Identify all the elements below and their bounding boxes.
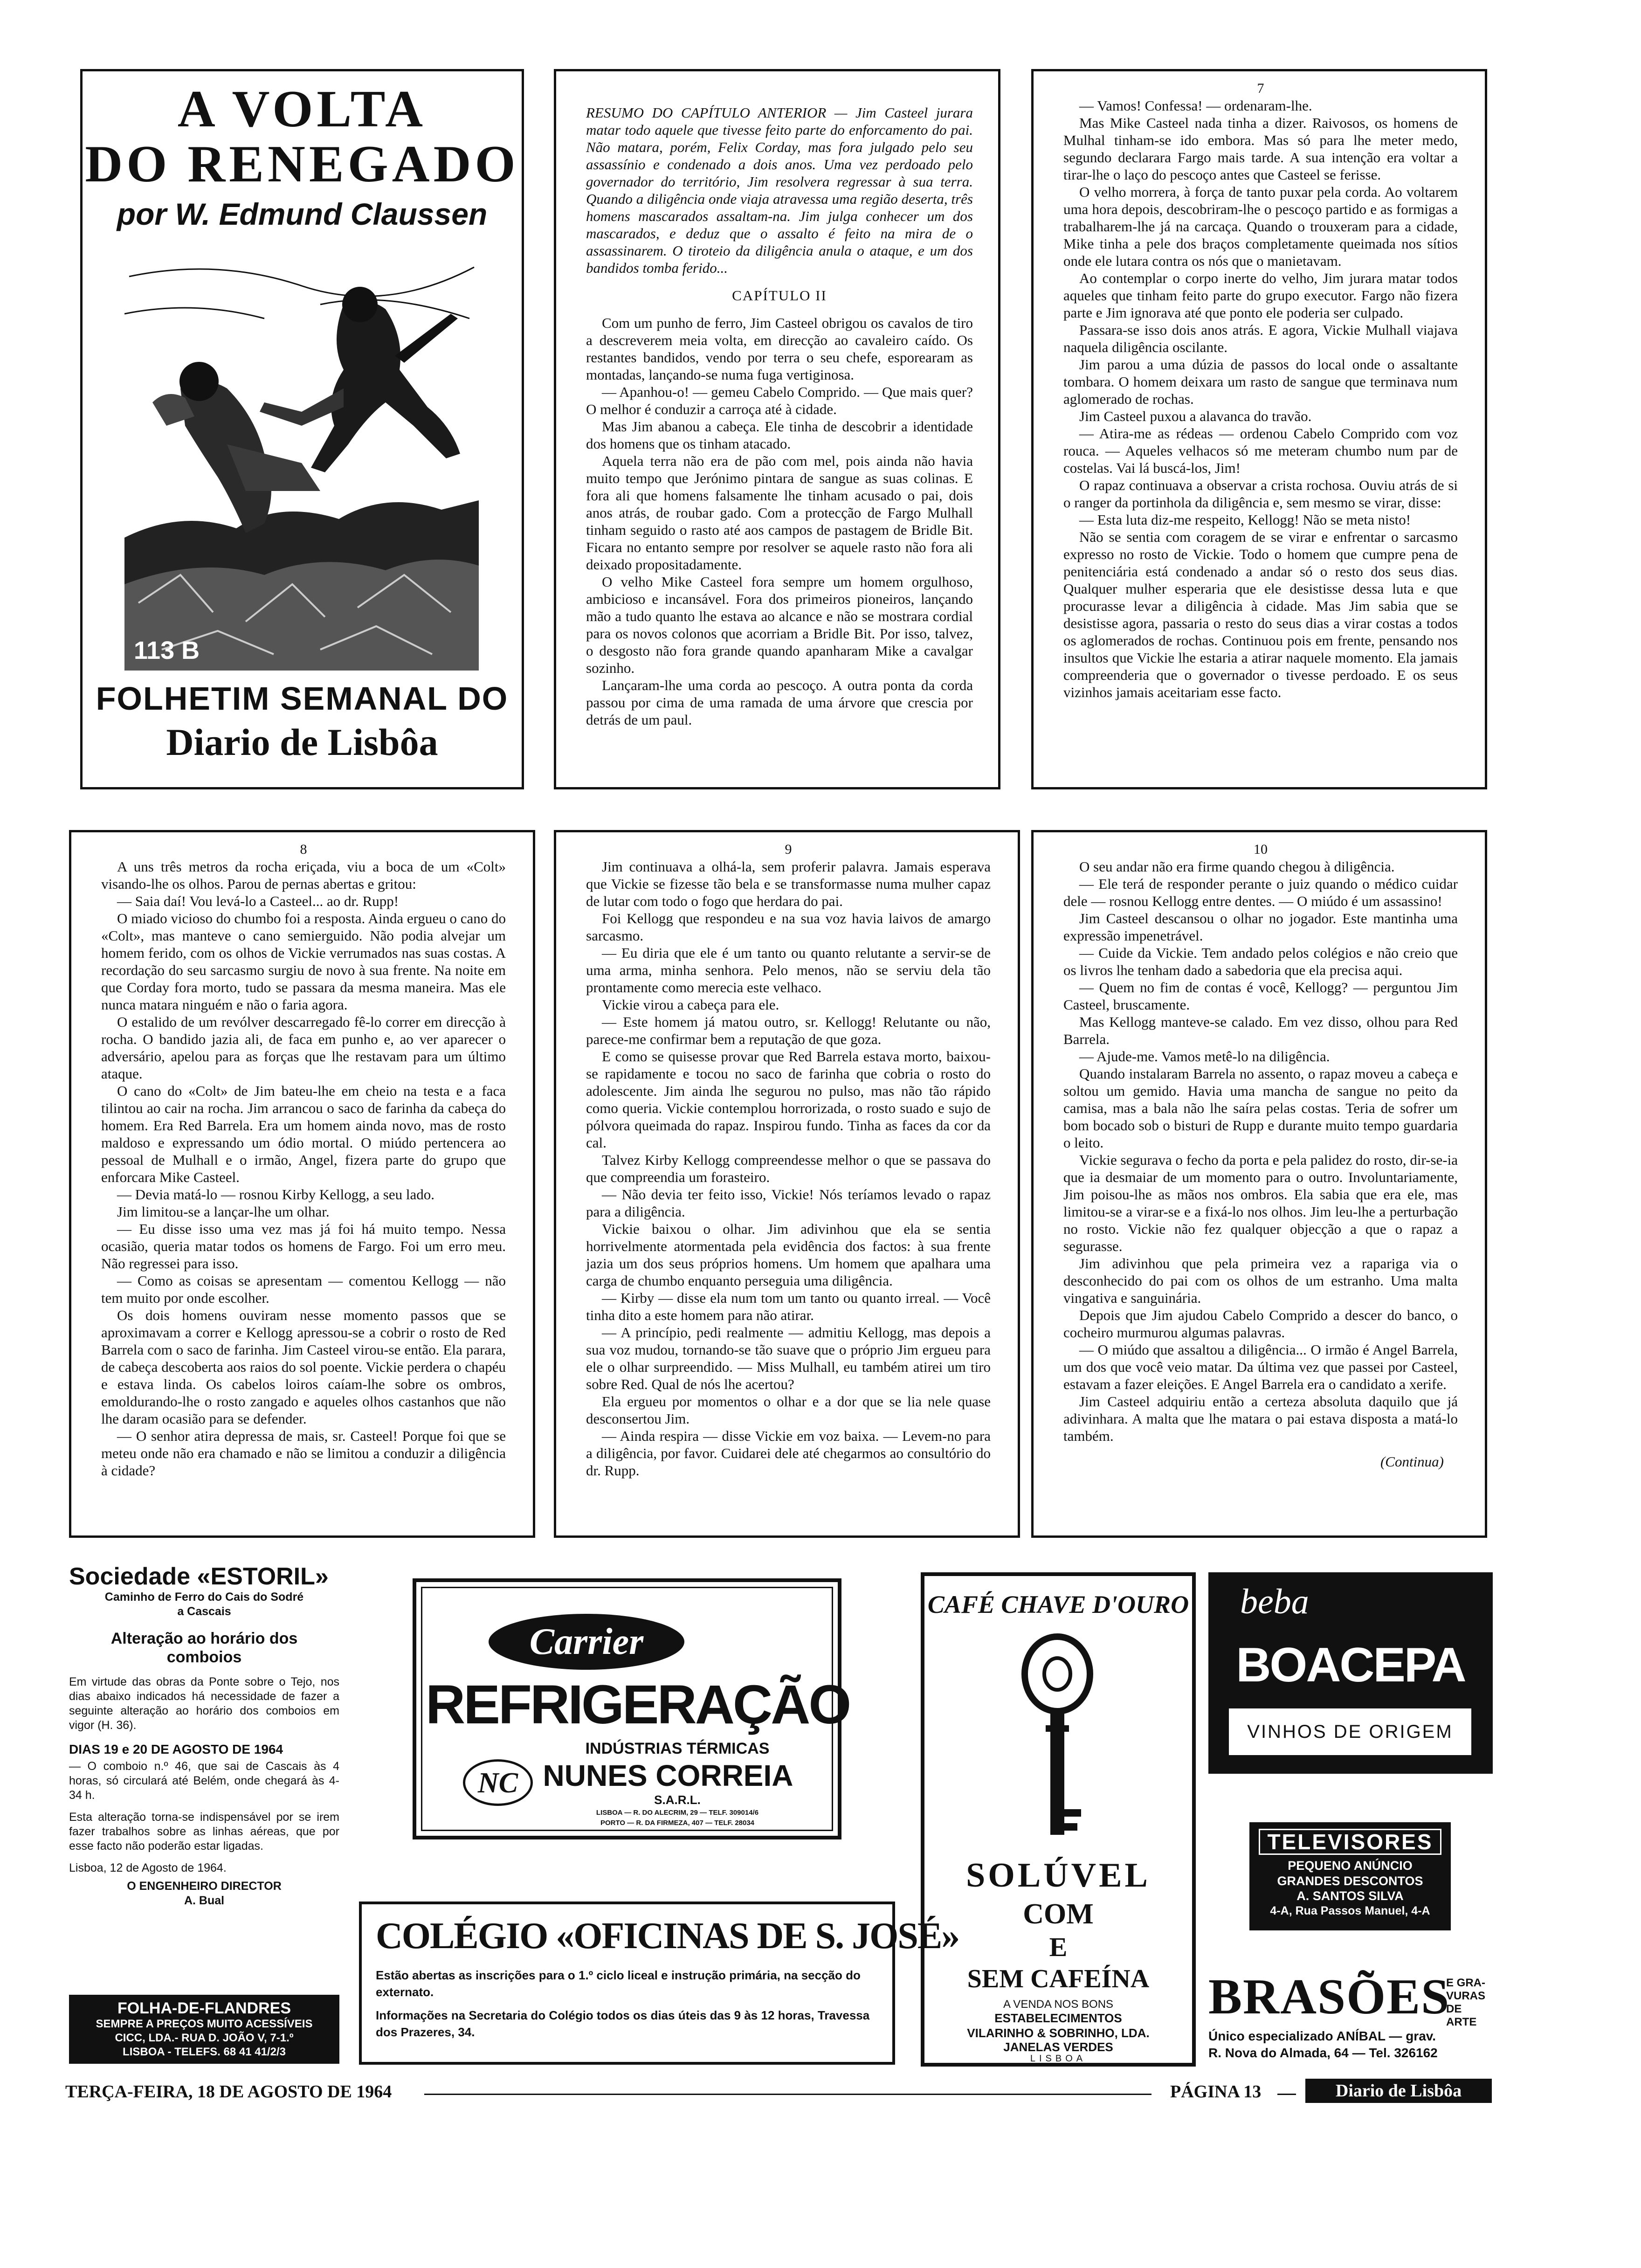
page-number: 9: [785, 842, 792, 857]
boacepa-subtitle-box: [1229, 1708, 1471, 1755]
paragraph: Mas Mike Casteel nada tinha a dizer. Raivosos, os homens de Mulhal tinham-se ido embora. Mas só para lhe meter medo, segundo declarara Fargo mais tarde. A sua intenção era voltar a tirar-lhe o laço do pescoço antes que Casteel se ferisse.: [1063, 115, 1458, 183]
paragraph: Mas Kellogg manteve-se calado. Em vez disso, olhou para Red Barrela.: [1063, 1014, 1458, 1047]
serial-illustration: [124, 249, 479, 671]
paragraph: Foi Kellogg que respondeu e na sua voz havia laivos de amargo sarcasmo.: [586, 910, 991, 944]
estoril-date: Lisboa, 12 de Agosto de 1964.: [69, 1861, 227, 1874]
televisores-line-4: A. SANTOS SILVA: [1296, 1889, 1404, 1903]
serial-title-panel: [80, 69, 524, 789]
carrier-company: NUNES CORREIA: [543, 1759, 793, 1792]
nc-logo: [463, 1759, 533, 1806]
paragraph: Não se sentia com coragem de se virar e enfrentar o sarcasmo expresso no rosto de Vickie. Todo o homem que cumpre pena de penitenciária está condenado a andar só o resto dos seus dias. Qualquer mulher esperaria que ele desistisse dessa luta e que procurasse levar a diligência à cidade. Mas Jim sabia que se desistisse agora, passaria o resto do seus dias a virar costas a todos os aglomerados de rochas. Continuou pois em frente, pensando nos insultos que Vickie lhe estaria a atirar naquele momento. Ela jamais compreenderia que o governador o tivesse perdoado. E os seus vizinhos jamais aceitariam esse facto.: [1063, 529, 1458, 700]
chapter-summary: RESUMO DO CAPÍTULO ANTERIOR — Jim Casteel jurara matar todo aquele que tivesse feito parte do enforcamento do pai. Não matara, porém, Felix Corday, mas fora julgado pelo seu assassínio e condenado a dois anos. Uma vez perdoado pelo governador do território, Jim resolvera regressar à sua terra. Quando a diligência onde viaja atravessa uma região deserta, três homens mascarados assaltam-na. Jim julga conhecer um dos mascarados, e deduz que o assalto é feito na mira de o assassinarem. O tiroteio da diligência anula o ataque, e um dos bandidos tomba ferido...: [586, 104, 973, 276]
nc-logo-text: NC: [477, 1767, 518, 1799]
carrier-brand: Carrier: [529, 1621, 644, 1662]
estoril-note: Esta alteração torna-se indispensável por se irem fazer trabalhos sobre as linhas aéreas, que por esse facto não poderão estar ligadas.: [69, 1811, 339, 1853]
story-column-2: [554, 69, 1000, 789]
western-fight-illustration: [124, 249, 479, 671]
brasoes-side-1: E GRA-: [1446, 1977, 1485, 1989]
televisores-ad: [1249, 1822, 1451, 1930]
cafe-soluvel: SOLÚVEL: [966, 1856, 1151, 1895]
paragraph: — Eu disse isso uma vez mas já foi há muito tempo. Nessa ocasião, queria matar todos os homens de Fargo. Foi um erro meu. Não regressei para isso.: [101, 1221, 506, 1272]
carrier-company-type: S.A.R.L.: [654, 1793, 701, 1807]
boacepa-beba: beba: [1240, 1582, 1309, 1621]
chapter-heading: CAPÍTULO II: [732, 287, 827, 304]
paragraph: — Atira-me as rédeas — ordenou Cabelo Comprido com voz rouca. — Aqueles velhacos só me meteram chumbo num par de costelas. Vai lá buscá-los, Jim!: [1063, 425, 1458, 476]
paragraph: — Quem no fim de contas é você, Kellogg? — perguntou Jim Casteel, bruscamente.: [1063, 979, 1458, 1013]
estoril-notice: [69, 1563, 339, 1931]
continued-note: (Continua): [1380, 1453, 1444, 1470]
paragraph: O cano do «Colt» de Jim bateu-lhe em cheio na testa e a faca tilintou ao cair na rocha. Jim arrancou o saco de farinha da cabeça do homem. Era Red Barrela. Era um homem ainda novo, mas de rosto maldoso e expressando um ódio mortal. O miúdo pertencera ao pessoal de Mulhall e o irmão, Angel, fizera parte do grupo que enforcara Mike Casteel.: [101, 1083, 506, 1185]
serial-author: por W. Edmund Claussen: [117, 197, 488, 231]
paragraph: — Ajude-me. Vamos metê-lo na diligência.: [1079, 1048, 1330, 1065]
cafe-venda: A VENDA NOS BONS: [1003, 1998, 1114, 2011]
colegio-title: COLÉGIO «OFICINAS DE S. JOSÉ»: [376, 1915, 959, 1957]
page-footer: [65, 2079, 1493, 2107]
key-illustration: [1018, 1632, 1097, 1851]
page-number: 10: [1254, 842, 1268, 857]
colegio-line-2: Informações na Secretaria do Colégio todos os dias úteis das 9 às 12 horas, Travessa dos Prazeres, 34.: [376, 2008, 870, 2039]
paragraph: O rapaz continuava a observar a crista rochosa. Ouviu atrás de si o ranger da portinhola da diligência e, sem mesmo se virar, disse:: [1063, 477, 1458, 511]
story-column-5: [554, 830, 1020, 1538]
estoril-body: Em virtude das obras da Ponte sobre o Tejo, nos dias abaixo indicados há necessidade de fazer a seguinte alteração ao horário dos comboios em vigor (H. 36).: [69, 1675, 339, 1732]
estoril-item: — O comboio n.º 46, que sai de Cascais às 4 horas, só circulará até Belém, onde chegará às 4-34 h.: [69, 1760, 339, 1802]
paragraph: A uns três metros da rocha eriçada, viu a boca de um «Colt» visando-lhe os olhos. Parou de pernas abertas e gritou:: [101, 858, 506, 892]
paragraph: Talvez Kirby Kellogg compreendesse melhor o que se passava do que compreendia um forasteiro.: [586, 1152, 991, 1185]
brasoes-ad: [1208, 1970, 1493, 2063]
paragraph: Vickie segurava o fecho da porta e pela palidez do rosto, dir-se-ia que ia desmaiar de um momento para o outro. Involuntariamente, Jim poisou-lhe as mãos nos ombros. Ela sabia que era ele, mas limitou-se a virar-se e a fixá-lo nos olhos. Jim leu-lhe a perturbação no rosto. Vickie não fez qualquer objecção a que o rapaz a segurasse.: [1063, 1152, 1458, 1254]
footer-rule-left: [424, 2094, 1151, 2095]
carrier-headline: REFRIGERAÇÃO: [426, 1674, 850, 1736]
paragraph: O velho morrera, à força de tanto puxar pela corda. Ao voltarem uma hora depois, descobriram-lhe o pescoço partido e as formigas a trabalharem-lhe já na carcaça. Quando o trouxeram para a cidade, Mike tinha a pele dos braços completamente queimada nos sítios onde ele lutara contra os nós que o manietavam.: [1063, 184, 1458, 269]
estoril-signatory: O ENGENHEIRO DIRECTOR: [127, 1880, 282, 1893]
paragraph: Depois que Jim ajudou Cabelo Comprido a descer do banco, o cocheiro murmurou algumas palavras.: [1063, 1307, 1458, 1341]
estoril-signatory-name: A. Bual: [184, 1894, 225, 1907]
paragraph: — Saia daí! Vou levá-lo a Casteel... ao dr. Rupp!: [117, 893, 399, 909]
footer-date: TERÇA-FEIRA, 18 DE AGOSTO DE 1964: [65, 2082, 392, 2102]
paragraph: Mas Jim abanou a cabeça. Ele tinha de descobrir a identidade dos homens que os tinham atacado.: [586, 418, 973, 452]
paragraph: Jim adivinhou que pela primeira vez a rapariga via o desconhecido do pai com os olhos de um estranho. Uma malta vingativa e sanguinária.: [1063, 1255, 1458, 1306]
story-column-4: [69, 830, 535, 1538]
paragraph: Passara-se isso dois anos atrás. E agora, Vickie Mulhall viajava naquela diligência oscilante.: [1063, 322, 1458, 355]
carrier-ad: [413, 1578, 850, 1839]
boacepa-brand: BOACEPA: [1236, 1638, 1465, 1692]
footer-masthead: Diario de Lisbôa: [1305, 2079, 1492, 2103]
cafe-sem-cafeina: SEM CAFEÍNA: [967, 1964, 1150, 1993]
paragraph: — Ainda respira — disse Vickie em voz baixa. — Levem-no para a diligência, por favor. Cuidarei dele até chegarmos ao consultório do dr. Rupp.: [586, 1428, 991, 1479]
brasoes-line-2: R. Nova do Almada, 64 — Tel. 326162: [1208, 2046, 1438, 2060]
brasoes-side-2: VURAS: [1446, 1990, 1486, 2002]
paragraph: Aquela terra não era de pão com mel, pois ainda não havia muito tempo que Jerónimo pintara de sangue as suas colinas. E fora ali que homens falsamente lhe tinham acusado o pai, dois anos atrás, de roubar gado. Com a protecção de Fargo Mulhall tinham seguido o rasto até aos campos de pastagem de Bridle Bit. Ficara no entanto sempre por resolver se aquele rasto não fora ali deixado propositadamente.: [586, 453, 973, 573]
carrier-subtitle: INDÚSTRIAS TÉRMICAS: [585, 1740, 770, 1757]
televisores-line-2: PEQUENO ANÚNCIO: [1288, 1859, 1413, 1873]
carrier-logo: [489, 1614, 684, 1670]
paragraph: O miado vicioso do chumbo foi a resposta. Ainda ergueu o cano do «Colt», mas manteve o cano semierguido. Não podia alvejar um homem ferido, com os olhos de Vickie verrumados nas suas costas. A recordação do seu sarcasmo surgiu de novo à sua frente. Na noite em que Corday fora morto, tudo se passara da mesma maneira. Mas ele nunca matara ninguém e não o faria agora.: [101, 910, 506, 1013]
paragraph: Ela ergueu por momentos o olhar e a dor que se lia nele quase desconsertou Jim.: [586, 1393, 991, 1427]
cafe-com: COM: [1023, 1898, 1094, 1930]
televisores-title: TELEVISORES: [1259, 1829, 1441, 1855]
illustration-signature: 113 B: [134, 636, 200, 664]
paragraph: Vickie virou a cabeça para ele.: [602, 996, 779, 1013]
paragraph: O estalido de um revólver descarregado fê-lo correr em direcção à rocha. O bandido jazia ali, de faca em punho e, ao ver aparecer o adversário, apelou para as forças que lhe restavam para um último ataque.: [101, 1014, 506, 1082]
paragraph: Com um punho de ferro, Jim Casteel obrigou os cavalos de tiro a descreverem meia volta, em direcção ao cavaleiro caído. Os restantes bandidos, vendo por terra o seu chefe, esporearam as montadas, lançando-se numa fuga vertiginosa.: [586, 315, 973, 383]
brasoes-title: BRASÕES: [1208, 1969, 1450, 2025]
feuilleton-label: FOLHETIM SEMANAL DO: [96, 680, 509, 717]
boacepa-subtitle: VINHOS DE ORIGEM: [1247, 1722, 1453, 1742]
carrier-address-porto: PORTO — R. DA FIRMEZA, 407 — TELF. 28034: [600, 1819, 755, 1827]
estoril-days: DIAS 19 e 20 DE AGOSTO DE 1964: [69, 1742, 283, 1756]
paragraph: Jim continuava a olhá-la, sem proferir palavra. Jamais esperava que Vickie se fizesse tão bela e se transformasse numa mulher capaz de lutar com todo o fogo que herdara do pai.: [586, 858, 991, 909]
paragraph: — Como as coisas se apresentam — comentou Kellogg — não tem muito por onde escolher.: [101, 1272, 506, 1306]
paragraph: Ao contemplar o corpo inerte do velho, Jim jurara matar todos aqueles que tinham feito parte do grupo executor. Fargo não fizera parte e Jim ignorava até que ponto ele poderia ser culpado.: [1063, 270, 1458, 321]
paragraph: Jim Casteel puxou a alavanca do travão.: [1079, 408, 1312, 424]
cafe-company: VILARINHO & SOBRINHO, LDA.: [967, 2026, 1150, 2040]
key-icon: [1018, 1632, 1097, 1851]
story-column-3: [1031, 69, 1487, 789]
boacepa-ad: [1208, 1572, 1493, 1774]
flandres-address: CICC, LDA.- RUA D. JOÃO V, 7-1.º: [115, 2032, 294, 2044]
cafe-chave-ad: [921, 1572, 1196, 2067]
flandres-line: SEMPRE A PREÇOS MUITO ACESSÍVEIS: [96, 2018, 313, 2030]
paragraph: — O senhor atira depressa de mais, sr. Casteel! Porque foi que se meteu onde não era chamado e não se limitou a conduzir a diligência à cidade?: [101, 1428, 506, 1479]
brasoes-line-1: Único especializado ANÍBAL — grav.: [1208, 2029, 1436, 2043]
paragraph: — Ele terá de responder perante o juiz quando o médico cuidar dele — rosnou Kellogg entre dentes. — O miúdo é um assassino!: [1063, 876, 1458, 909]
paragraph: Jim Casteel adquiriu então a certeza absoluta daquilo que já adivinhara. A malta que lhe matara o pai estava disposta a matá-lo também.: [1063, 1393, 1458, 1444]
paragraph: — A princípio, pedi realmente — admitiu Kellogg, mas depois a sua voz mudou, tornando-se tão suave que o próprio Jim ergueu para ele o olhar surpreendido. — Miss Mulhall, eu também atirei um tiro sobre Red. Qual de nós lhe acertou?: [586, 1324, 991, 1392]
paragraph: Jim parou a uma dúzia de passos do local onde o assaltante tombara. O homem deixara um rasto de sangue que terminava num aglomerado de rochas.: [1063, 356, 1458, 407]
newspaper-masthead: Diario de Lisbôa: [166, 721, 438, 763]
footer-page-number: PÁGINA 13: [1170, 2082, 1262, 2102]
paragraph: Lançaram-lhe uma corda ao pescoço. A outra ponta da corda passou por cima de uma ramada de uma árvore que crescia por detrás de um paul.: [586, 677, 973, 728]
cafe-estabelecimentos: ESTABELECIMENTOS: [994, 2011, 1122, 2025]
paragraph: — Apanhou-o! — gemeu Cabelo Comprido. — Que mais quer? O melhor é conduzir a carroça até à cidade.: [586, 384, 973, 417]
paragraph: E como se quisesse provar que Red Barrela estava morto, baixou-se rapidamente e tocou no saco de farinha que cobria o rosto do adolescente. Jim ainda lhe segurou no pulso, mas não tão rápido como queria. Vickie contemplou horrorizada, o rosto suado e sujo de pólvora queimada do rapaz. Inspirou fundo. Tinha as faces da cor da cal.: [586, 1048, 991, 1151]
paragraph: — O miúdo que assaltou a diligência... O irmão é Angel Barrela, um dos que você veio matar. Da última vez que passei por Casteel, estavam a fazer eleições. E Angel Barrela era o candidato a xerife.: [1063, 1341, 1458, 1392]
paragraph: — Kirby — disse ela num tom um tanto ou quanto irreal. — Você tinha dito a este homem para não atirar.: [586, 1290, 991, 1323]
carrier-address-lisboa: LISBOA — R. DO ALECRIM, 29 — TELF. 309014/6: [596, 1809, 759, 1817]
cafe-brand: CAFÉ CHAVE D'OURO: [927, 1590, 1189, 1618]
cafe-city: LISBOA: [1030, 2054, 1087, 2064]
televisores-line-5: 4-A, Rua Passos Manuel, 4-A: [1270, 1904, 1430, 1917]
flandres-phone: LISBOA - TELEFS. 68 41 41/2/3: [123, 2046, 286, 2058]
estoril-subtitle-2: a Cascais: [177, 1605, 231, 1618]
paragraph: Os dois homens ouviram nesse momento passos que se aproximavam a correr e Kellogg apressou-se a cobrir o rosto de Red Barrela com o saco de farinha. Jim Casteel virou-se então. Ela parara, de cabeça descoberta aos raios do sol poente. Vickie perdera o chapéu e estava linda. Os cabelos loiros caíam-lhe sobre os ombros, emoldurando-lhe o rosto zangado e aqueles olhos castanhos que não lhe daram ocasião para se defender.: [101, 1307, 506, 1427]
paragraph: — Não devia ter feito isso, Vickie! Nós teríamos levado o rapaz para a diligência.: [586, 1186, 991, 1220]
paragraph: — Cuide da Vickie. Tem andado pelos colégios e não creio que os livros lhe tenham dado a sabedoria que ela precisa aqui.: [1063, 945, 1458, 978]
brasoes-side-3: DE ARTE: [1446, 2003, 1477, 2028]
paragraph: Vickie baixou o olhar. Jim adivinhou que ela se sentia horrivelmente atormentada pela evidência dos factos: à sua frente jazia um dos seus próprios homens. Um homem que apalhara uma carga de chumbo enquanto perseguia uma diligência.: [586, 1221, 991, 1289]
serial-title-line1: A VOLTA: [177, 80, 427, 138]
page-number: 8: [300, 842, 307, 857]
paragraph: O seu andar não era firme quando chegou à diligência.: [1079, 858, 1395, 875]
footer-rule-right: [1277, 2094, 1296, 2095]
flandres-title: FOLHA-DE-FLANDRES: [117, 1999, 291, 2017]
colegio-line-1: Estão abertas as inscrições para o 1.º ciclo liceal e instrução primária, na secção do externato.: [376, 1968, 861, 1999]
paragraph: — Esta luta diz-me respeito, Kellogg! Não se meta nisto!: [1079, 512, 1411, 528]
colegio-ad: [359, 1902, 959, 2065]
paragraph: Jim limitou-se a lançar-lhe um olhar.: [117, 1203, 330, 1220]
paragraph: — Devia matá-lo — rosnou Kirby Kellogg, a seu lado.: [117, 1186, 434, 1203]
page-number: 7: [1257, 81, 1264, 96]
estoril-title: Sociedade «ESTORIL»: [69, 1563, 329, 1590]
story-column-6: [1031, 830, 1487, 1538]
cafe-e: E: [1049, 1932, 1068, 1962]
paragraph: O velho Mike Casteel fora sempre um homem orgulhoso, ambicioso e incansável. Fora dos primeiros pioneiros, lançando mão a tudo quanto lhe estava ao alcance e não se mostrara cordial para os novos colonos que acorriam a Bridle Bit. Por isso, talvez, o desgosto não fora grande quando apanharam Mike a cavalgar sozinho.: [586, 574, 973, 676]
estoril-subtitle: Caminho de Ferro do Cais do Sodré: [104, 1590, 304, 1604]
paragraph: — Este homem já matou outro, sr. Kellogg! Relutante ou não, parece-me confirmar bem a reputação de que goza.: [586, 1014, 991, 1047]
televisores-line-3: GRANDES DESCONTOS: [1277, 1874, 1423, 1888]
serial-title-line2: DO RENEGADO: [85, 135, 519, 193]
paragraph: Quando instalaram Barrela no assento, o rapaz moveu a cabeça e soltou um gemido. Havia uma mancha de sangue no peito da camisa, mas a bala não lhe saíra pelas costas. Teria de sofrer um bom bocado sob o bisturi de Rupp e durante muito tempo guardaria o leito.: [1063, 1065, 1458, 1151]
paragraph: Jim Casteel descansou o olhar no jogador. Este mantinha uma expressão impenetrável.: [1063, 910, 1458, 944]
cafe-street: JANELAS VERDES: [1003, 2040, 1113, 2054]
paragraph: — Eu diria que ele é um tanto ou quanto relutante a servir-se de uma arma, minha senhora. Pelo menos, não se serviu dela tão prontamente como merecia este velhaco.: [586, 945, 991, 996]
paragraph: — Vamos! Confessa! — ordenaram-lhe.: [1079, 97, 1312, 114]
flandres-ad: [69, 1995, 339, 2064]
estoril-heading: Alteração ao horário dos comboios: [110, 1630, 298, 1666]
